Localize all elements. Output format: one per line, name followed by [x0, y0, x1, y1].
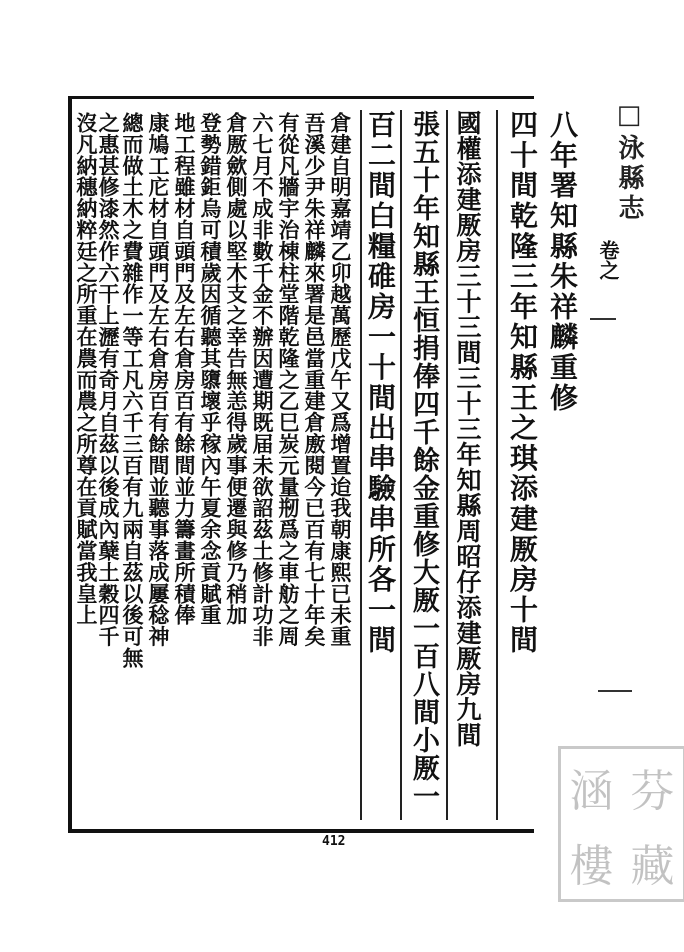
column-rule [400, 110, 402, 820]
margin-mark: 卷之 [596, 240, 620, 280]
page-number: 412 [322, 834, 346, 849]
text-column-big: 張五十年知縣王恒捐俸四千餘金重修大厫一百八間小厫一 [408, 110, 439, 810]
seal-char: 藏 [630, 840, 675, 892]
text-column-small: 六七月不成非數千金不辦因遭期既届未欲詔茲土修計功非 [250, 112, 275, 647]
text-column-big: 四十間乾隆三年知縣王之琪添建厫房十間 [506, 110, 539, 656]
text-column-small: 總而做土木之費雜作一等工凡六千三百有九兩自茲以後可無 [120, 112, 145, 669]
text-column-big: 百二間白糧碓房一十間出串驗串所各一間 [364, 110, 397, 656]
text-column-big: 國權添建厫房三十三間三十三年知縣周昭仔添建厫房九間 [453, 110, 482, 748]
text-column-small: 康鳩工庀材自頭門及左右倉房百有餘間並聽事落成屢稔神 [146, 112, 171, 647]
text-column-small: 登勢錯鉅烏可積歲因循聽其隳壞乎稼內午夏余念貢賦重 [198, 112, 223, 626]
text-column-small: 沒凡納穗納粹廷之所重在農而農之所尊在貢賦當我皇上 [74, 112, 99, 626]
column-rule [496, 110, 498, 820]
column-rule [360, 110, 362, 820]
text-column-small: 吾溪少尹朱祥麟來署是邑當重建倉廒閱今已百有七十年矣 [302, 112, 327, 647]
text-column-small: 地工程雖材自頭門及左右倉房百有餘間並力籌畫所積俸 [172, 112, 197, 626]
text-column-small: 之惠甚修漆然作六干上瀝有奇月自茲以後成內蘖土穀四千 [96, 112, 121, 647]
seal-char: 芬 [630, 765, 675, 817]
seal-char: 涵 [569, 765, 614, 817]
text-column-small: 倉厫歛側處以堅木支之幸告無恙得歲事便遷與修乃稍加 [224, 112, 249, 626]
margin-tick [598, 690, 632, 692]
column-rule [446, 110, 448, 820]
text-column-small: 有從凡牆宇治棟柱堂階乾隆之乙巳炭元量剏爲之車舫之周 [276, 112, 301, 647]
margin-header: □泳縣志 [614, 100, 644, 224]
margin-tick [590, 318, 616, 320]
library-seal [558, 746, 684, 902]
text-column-small: 倉建自明嘉靖乙卯越萬歷戊午又爲增置迨我朝康熙已未重 [328, 112, 353, 647]
text-column-big: 八年署知縣朱祥麟重修 [546, 110, 579, 413]
seal-char: 樓 [569, 840, 614, 892]
